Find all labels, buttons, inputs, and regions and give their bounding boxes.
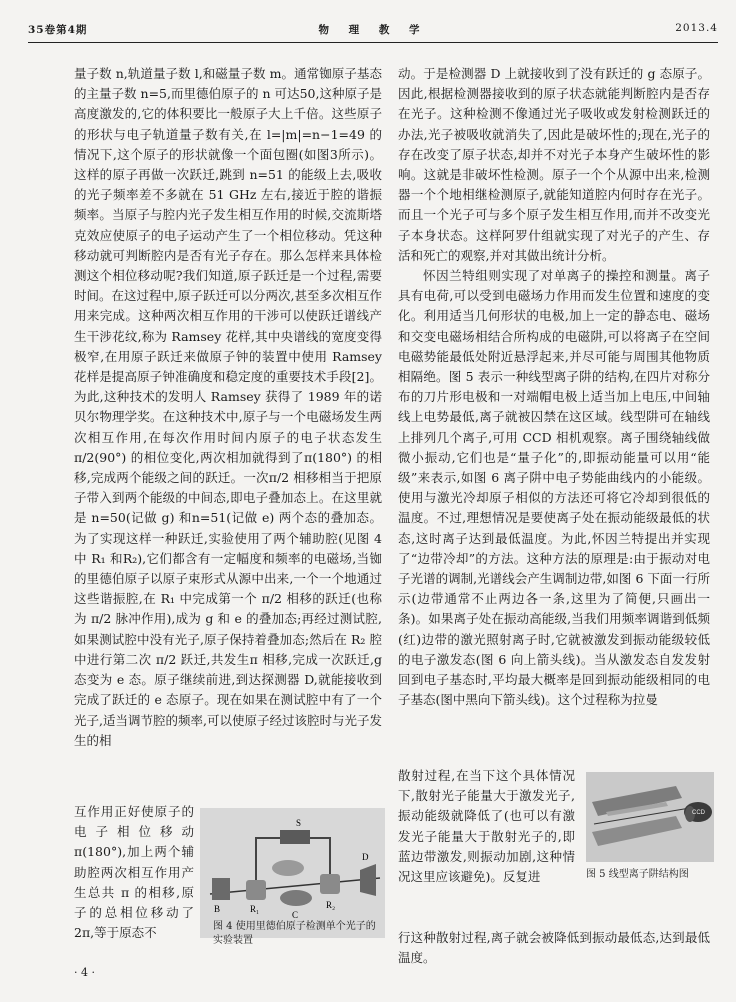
right-column bbox=[398, 64, 710, 711]
right-paragraph-2: 怀因兰特组则实现了对单离子的操控和测量。离子具有电荷,可以受到电磁场力作用而发生位置和速度的变化。利用适当几何形状的电极,加上一定的静态电、磁场和交变电磁场相结合所构成的电磁阱,可以将离子在空间电磁势能最低处附近悬浮起来,并尽可能与周围其他物质相隔绝。图 5 表示一种线型离子阱的结构,在四片对称分布的刀片形电极和一对端帽电极上适当加上电压,中间轴线上电势最低,离子就被囚禁在这区域。线型阱可在轴线上排列几个离子,可用 CCD 相机观察。离子围绕轴线做微小振动,它们也是“量子化”的,即振动能量可以用“能级”来表示,如图 6 离子阱中电子势能曲线内的小能级。使用与激光冷却原子相似的方法还可将它冷却到很低的温度。不过,理想情况是要使离子处在振动能级最低的状态,这时离子达到最低温度。为此,怀因兰特提出并实现了“边带冷却”的方法。这种方法的原理是:由于振动对电子光谱的调制,光谱线会产生调制边带,如图 6 下面一行所示(边带通常不止两边各一条,这里为了简便,只画出一条)。如果离子处在振动高能级,当我们用频率调谐到低频(红)边带的激光照射离子时,它就被激发到振动能级较低的电子激发态(图 6 向上箭头线)。当从激发态自发发射回到电子基态时,平均最大概率是回到振动能级相同的电子基态(图中黑向下箭头线)。这个过程称为拉曼 bbox=[398, 268, 710, 708]
fig4-label-r1: R₁ bbox=[250, 904, 260, 914]
fig4-label-s: S bbox=[296, 818, 302, 828]
right-paragraph-1: 动。于是检测器 D 上就接收到了没有跃迁的 g 态原子。因此,根据检测器接收到的原子状态就能判断腔内是否存在光子。这种检测不像通过光子吸收或发射检测跃迁的办法,光子被吸收就消失了,因此是破坏性的;现在,光子的存在改变了原子状态,却并不对光子本身产生破坏性的影响。这就是非破坏性检测。原子一个个从源中出来,检测器一个个地相继检测原子,就能知道腔内何时存在光子。而且一个光子可与多个原子发生相互作用,而并不改变光子本身状态。这样阿罗什组就实现了对光子的产生、存活和死亡的观察,并对其做出统计分析。 bbox=[398, 66, 710, 263]
journal-title: 物 理 教 学 bbox=[318, 24, 428, 36]
fig4-label-b: B bbox=[214, 904, 221, 914]
figure-5-ion-trap bbox=[586, 772, 714, 862]
fig4-label-r2: R₂ bbox=[326, 900, 336, 910]
fig5-label-ccd: CCD bbox=[692, 810, 705, 816]
fig4-label-d: D bbox=[362, 852, 369, 862]
figure-4-caption: 图 4 使用里德伯原子检测单个光子的实验装置 bbox=[213, 921, 376, 946]
page-header bbox=[28, 14, 718, 43]
issue-date: 2013.4 bbox=[675, 22, 718, 34]
left-paragraph-1: 量子数 n,轨道量子数 l,和磁量子数 m。通常铷原子基态的主量子数 n=5,而里德伯原子的 n 可达50,这种原子是高度激发的,它的体积要比一般原子大上千倍。这些原子的形状与电子轨道量子数有关,在 l=|m|=n−1=49 的情况下,这个原子的形状就像一个面包圈(如图3所示)。这样的原子再做一次跃迁,跳到 n=51 的能级上去,吸收的光子频率差不多就在 51 GHz 左右,接近于腔的谐振频率。当原子与腔内光子发生相互作用的时候,交流斯塔克效应使原子的电子运动产生了一个相位移动。凭这种移动就可判断腔内是否有光子存在。那么怎样来具体检测这个相位移动呢?我们知道,原子跃迁是一个过程,需要时间。在这过程中,原子跃迁可以分两次,甚至多次相互作用来完成。这种两次相互作用的干涉可以使跃迁谱线产生干涉花纹,称为 Ramsey 花样,其中央谱线的宽度变得极窄,在用原子跃迁来做原子钟的装置中使用 Ramsey 花样是提高原子钟准确度和稳定度的重要技术手段[2]。为此,这种技术的发明人 Ramsey 获得了 1989 年的诺贝尔物理学奖。在这种技术中,原子与一个电磁场发生两次相互作用,在每次作用时间内原子的电子状态发生 π/2(90°) 的相位变化,两次相加就得到了π(180°) 的相移,完成两个能级之间的跃迁。一次π/2 相移相当于把原子带入到两个能级的中间态,即电子叠加态上。在这里就是 n=50(记做 g) 和n=51(记做 e) 两个态的叠加态。为了实现这样一种跃迁,实验使用了两个辅助腔(见图 4 中 R₁ 和R₂),它们都含有一定幅度和频率的电磁场,当铷的里德伯原子以原子束形式从源中出来,一个一个地通过这些谐振腔,在 R₁ 中完成第一个 π/2 相移的跃迁(也称为 π/2 脉冲作用),成为 g 和 e 的叠加态;再经过测试腔,如果测试腔中没有光子,原子保持着叠加态;然后在 R₂ 腔中进行第二次 π/2 跃迁,共发生π 相移,完成一次跃迁,g 态变为 e 态。原子继续前进,到达探测器 D,就能接收到完成了跃迁的 e 态原子。现在如果在测试腔中有了一个光子,适当调节腔的频率,可以使原子经过该腔时与光子发生的相 bbox=[74, 66, 382, 748]
page-number: · 4 · bbox=[74, 966, 95, 979]
right-tail-text: 行这种散射过程,离子就会被降低到振动最低态,达到最低温度。 bbox=[398, 930, 710, 966]
right-wrap-text: 散射过程,在当下这个具体情况下,散射光子能量大于激发光子,振动能级就降低了(也可以有激发光子能量大于散射光子的,即蓝边带激发,则振动加剧,这种情况这里应该避免)。反复进 bbox=[398, 768, 575, 885]
fig4-label-c: C bbox=[292, 910, 299, 920]
figure-4-apparatus bbox=[200, 808, 385, 938]
left-column bbox=[74, 64, 382, 751]
figure-5-caption: 图 5 线型离子阱结构图 bbox=[586, 869, 689, 880]
journal-volume: 35卷第4期 bbox=[28, 24, 88, 36]
left-wrap-text: 互作用正好使原子的电子相位移动 π(180°),加上两个辅助腔两次相互作用产生总共 π 的相移,原子的总相位移动了 2π,等于原态不 bbox=[74, 804, 194, 941]
